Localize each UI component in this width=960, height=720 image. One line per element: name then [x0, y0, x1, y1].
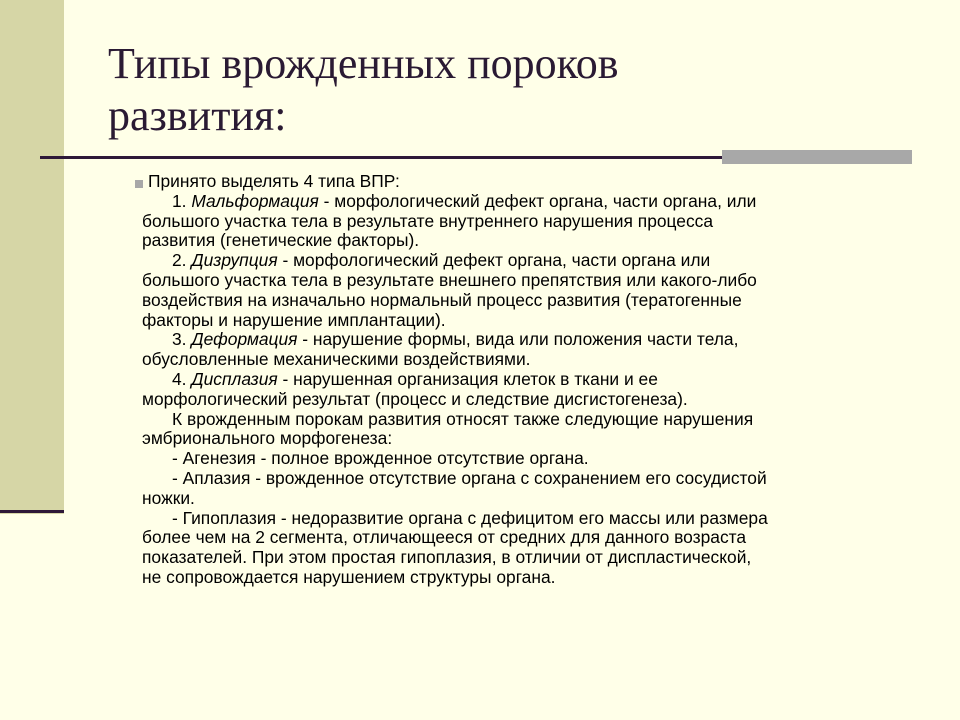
slide-body [142, 172, 902, 588]
item-definition: - нарушенная организация клеток в ткани и ее [277, 368, 658, 389]
dash-item-aplasia: - Аплазия - врожденное отсутствие органа с сохранением его сосудистой [172, 467, 767, 488]
item-definition: - нарушение формы, вида или положения части тела, [297, 329, 739, 350]
also-paragraph: К врожденным порокам развития относят также следующие нарушения [172, 408, 754, 429]
item-number: 3. [172, 329, 187, 350]
dash-item-hypoplasia-cont: показателей. При этом простая гипоплазия, в отличии от диспластической, [142, 547, 752, 568]
list-item-4 [142, 370, 902, 390]
slide-title-line-2: развития: [108, 91, 287, 140]
left-band-divider [0, 510, 64, 513]
list-item-2-cont: большого участка тела в результате внешнего препятствия или какого-либо [142, 269, 757, 290]
list-item-1-cont: развития (генетические факторы). [142, 230, 420, 251]
item-number: 1. [172, 190, 187, 211]
item-definition: - морфологический дефект органа, части органа, или [318, 190, 757, 211]
left-decor-band [0, 0, 64, 514]
dash-item-agenesis: - Агенезия - полное врожденное отсутствие органа. [172, 448, 589, 469]
item-definition: - морфологический дефект органа, части органа или [277, 250, 711, 271]
dash-item-hypoplasia: - Гипоплазия - недоразвитие органа с дефицитом его массы или размера [172, 507, 768, 528]
list-item-1 [142, 192, 902, 212]
intro-text: Принято выделять 4 типа ВПР: [148, 171, 400, 191]
list-item-2-cont: факторы и нарушение имплантации). [142, 309, 446, 330]
list-item-2-cont: воздействия на изначально нормальный процесс развития (тератогенные [142, 289, 742, 310]
item-term: Мальформация [191, 190, 319, 211]
slide-title-line-1: Типы врожденных пороков [108, 39, 619, 88]
item-number: 4. [172, 368, 187, 389]
also-paragraph-cont: эмбрионального морфогенеза: [142, 428, 393, 449]
title-accent-bar [722, 150, 912, 164]
list-item-2 [142, 251, 902, 271]
slide-title [108, 38, 808, 142]
item-term: Деформация [191, 329, 298, 350]
item-term: Дисплазия [191, 368, 278, 389]
list-item-4-cont: морфологический результат (процесс и следствие дисгистогенеза). [142, 388, 688, 409]
dash-item-aplasia-cont: ножки. [142, 487, 195, 508]
dash-item-hypoplasia-cont: не сопровождается нарушением структуры органа. [142, 566, 556, 587]
list-item-1-cont: большого участка тела в результате внутреннего нарушения процесса [142, 210, 714, 231]
list-item-3 [142, 330, 902, 350]
item-number: 2. [172, 250, 187, 271]
item-term: Дизрупция [191, 250, 278, 271]
list-item-3-cont: обусловленные механическими воздействиями. [142, 349, 531, 370]
dash-item-hypoplasia-cont: более чем на 2 сегмента, отличающееся от средних для данного возраста [142, 527, 747, 548]
